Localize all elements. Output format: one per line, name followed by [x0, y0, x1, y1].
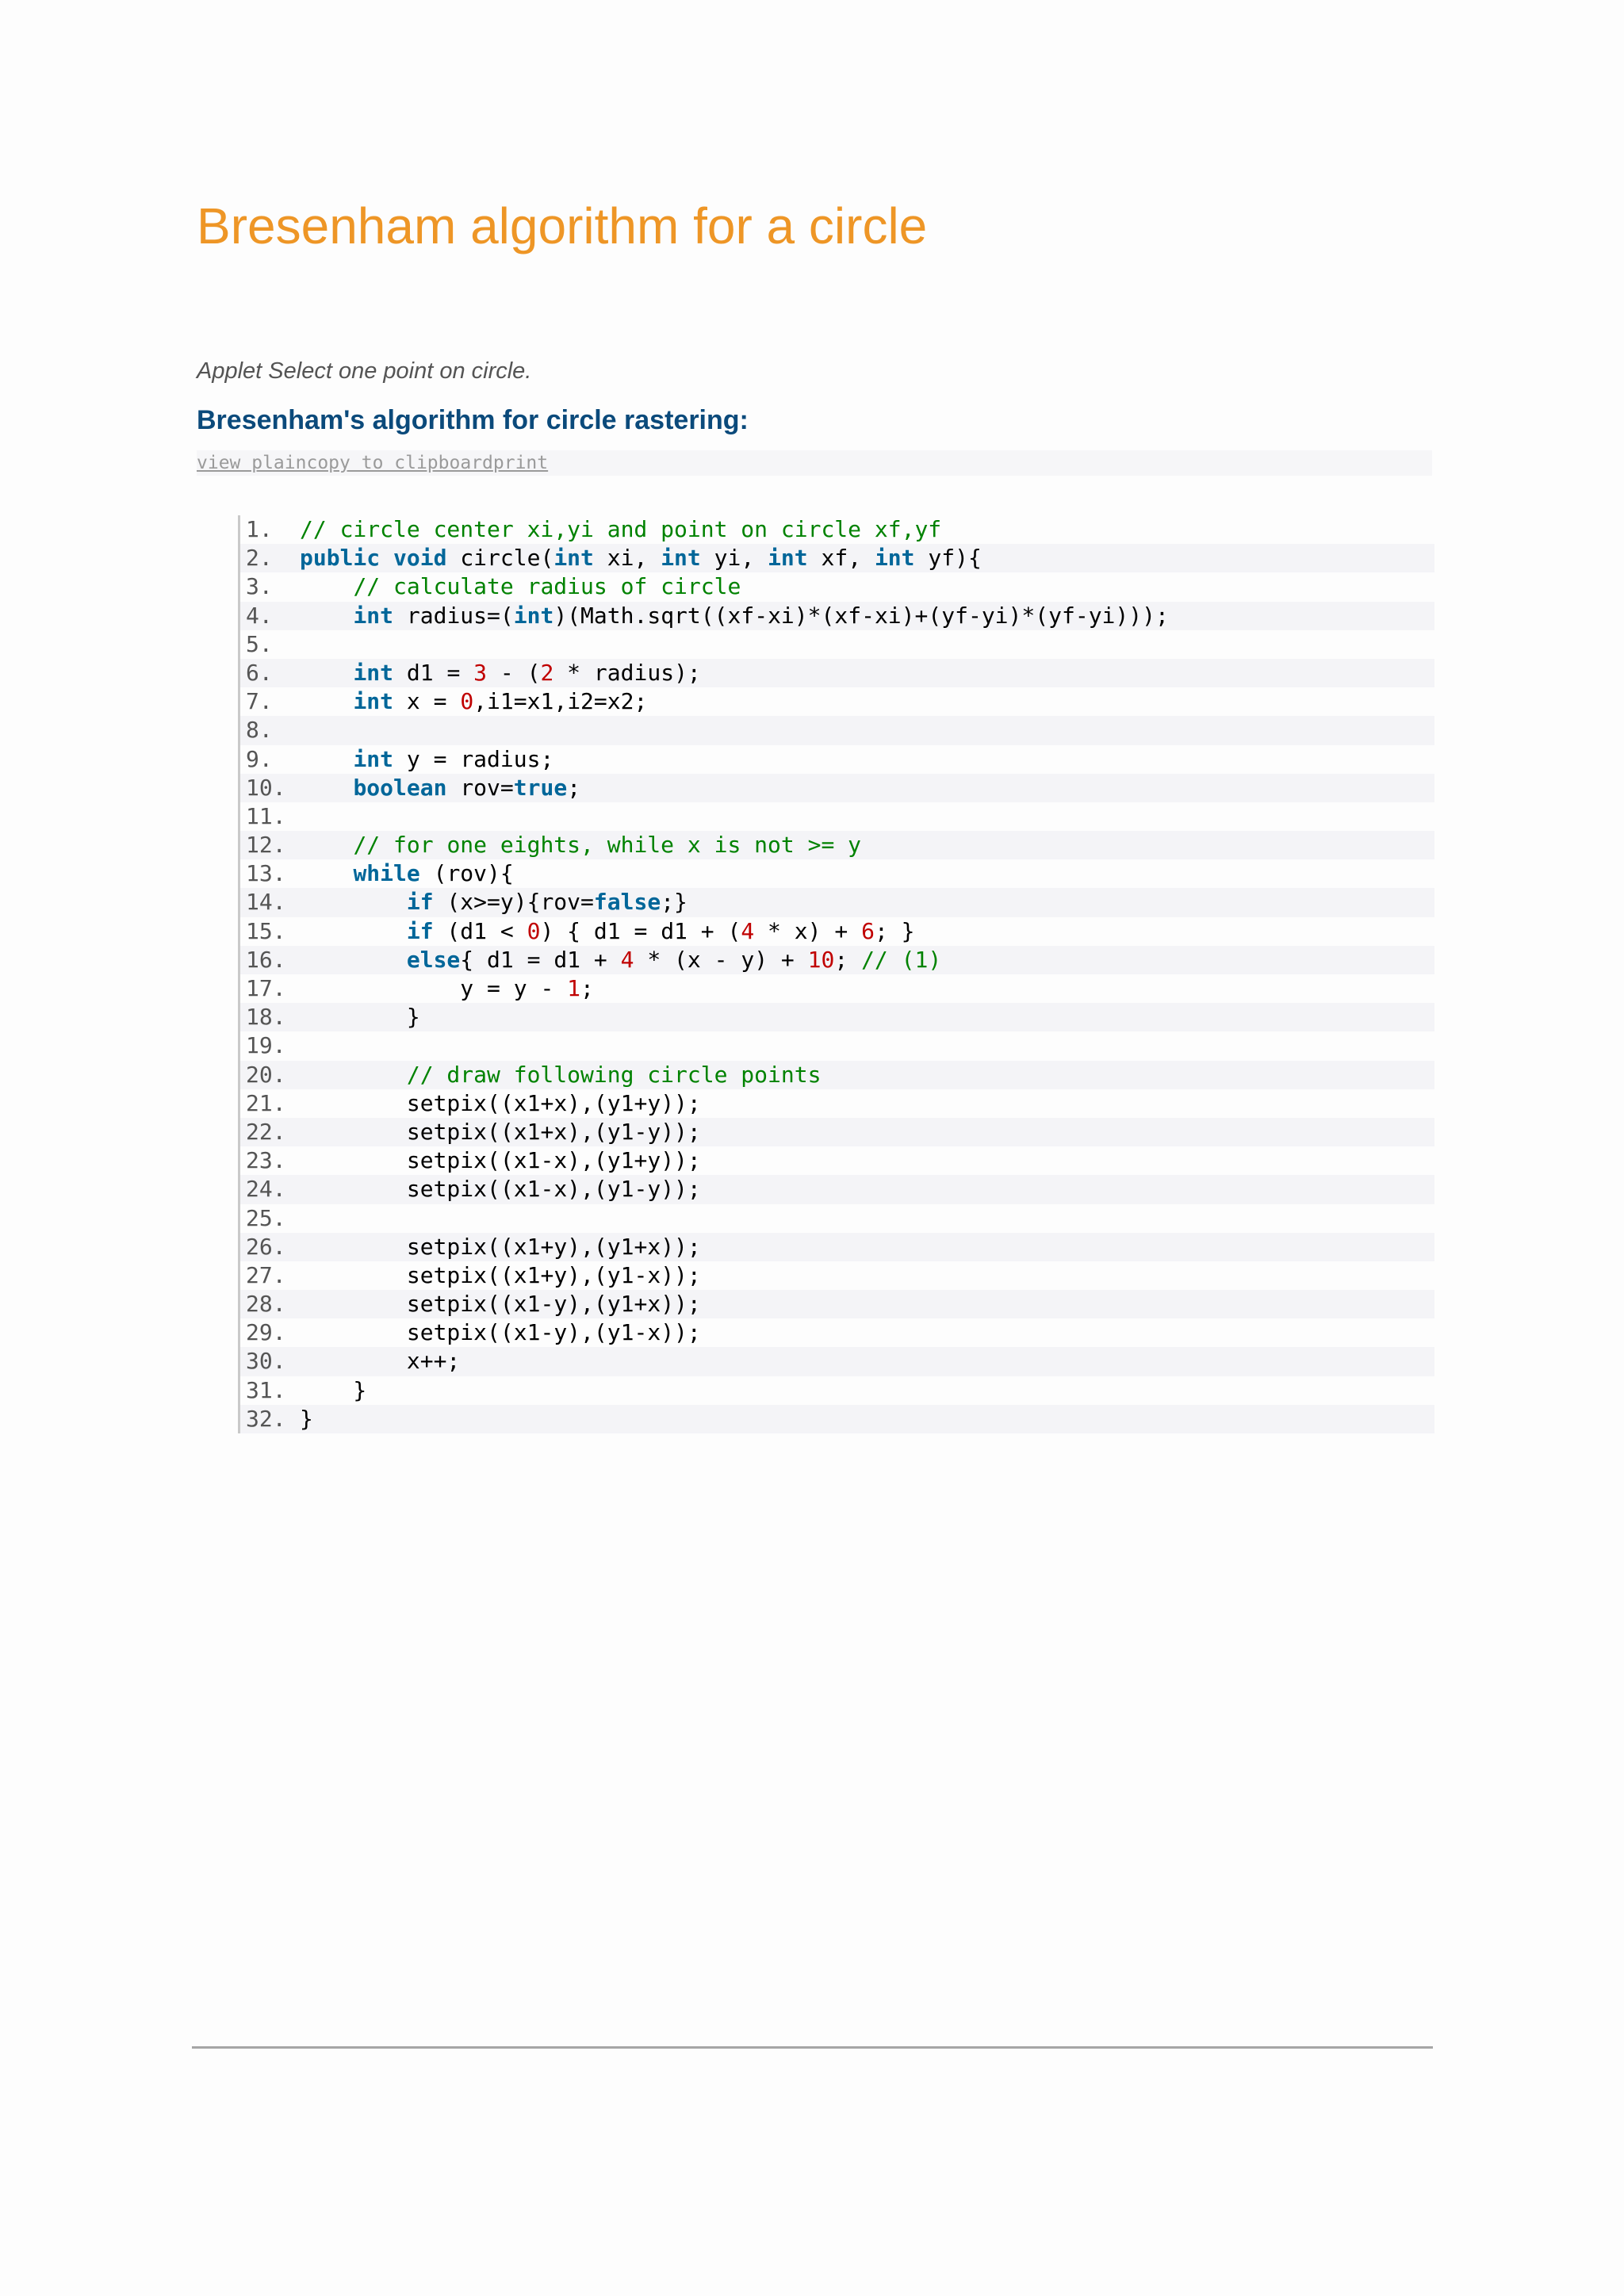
code-line — [240, 716, 1434, 744]
code-text: setpix((x1+x),(y1+y)); — [406, 1089, 701, 1116]
code-line — [240, 1003, 1434, 1031]
line-number: 18. — [246, 1004, 286, 1031]
code-line — [240, 1290, 1434, 1318]
code-text: // for one eights, while x is not >= y — [353, 832, 862, 859]
code-line — [240, 544, 1434, 572]
line-number: 4. — [246, 602, 273, 629]
line-number: 14. — [246, 889, 286, 916]
code-line — [240, 917, 1434, 946]
line-number: 24. — [246, 1176, 286, 1203]
line-number: 29. — [246, 1319, 286, 1346]
code-text: x++; — [406, 1348, 461, 1375]
line-number: 31. — [246, 1376, 286, 1403]
code-line — [240, 888, 1434, 916]
code-text: } — [300, 1405, 313, 1432]
line-number: 30. — [246, 1348, 286, 1375]
code-line — [240, 1118, 1434, 1146]
code-line — [240, 630, 1434, 659]
line-number: 5. — [246, 630, 273, 657]
line-number: 1. — [246, 516, 273, 542]
page-title: Bresenham algorithm for a circle — [197, 197, 928, 254]
code-text: while (rov){ — [353, 860, 514, 887]
footer-divider — [192, 2046, 1433, 2049]
code-toolbar — [197, 450, 1432, 476]
line-number: 10. — [246, 774, 286, 801]
code-line — [240, 802, 1434, 831]
code-text: if (x>=y){rov=false;} — [406, 889, 688, 916]
code-line — [240, 1405, 1434, 1433]
code-line — [240, 974, 1434, 1003]
code-line — [240, 831, 1434, 859]
code-text: setpix((x1-x),(y1-y)); — [406, 1176, 701, 1203]
code-text: } — [300, 1004, 420, 1031]
line-number: 19. — [246, 1032, 286, 1059]
code-line — [240, 515, 1434, 544]
code-line — [240, 1347, 1434, 1376]
line-number: 3. — [246, 573, 273, 600]
code-text: setpix((x1+x),(y1-y)); — [406, 1118, 701, 1145]
code-text: setpix((x1-x),(y1+y)); — [406, 1147, 701, 1174]
code-line — [240, 1089, 1434, 1118]
code-text: y = y - 1; — [460, 975, 594, 1001]
section-heading: Bresenham's algorithm for circle rastering: — [197, 405, 749, 435]
line-number: 25. — [246, 1204, 286, 1231]
line-number: 11. — [246, 802, 286, 829]
code-text: else{ d1 = d1 + 4 * (x - y) + 10; // (1) — [406, 946, 942, 973]
line-number: 17. — [246, 975, 286, 1001]
code-text: } — [300, 1376, 367, 1403]
view-plain-link[interactable]: view plain — [197, 453, 307, 473]
code-line — [240, 659, 1434, 687]
code-line — [240, 859, 1434, 888]
code-line — [240, 774, 1434, 802]
line-number: 28. — [246, 1291, 286, 1318]
code-line — [240, 687, 1434, 716]
code-line — [240, 1261, 1434, 1290]
line-number: 13. — [246, 860, 286, 887]
line-number: 7. — [246, 688, 273, 715]
line-number: 15. — [246, 917, 286, 944]
code-text — [300, 1031, 1434, 1060]
code-line — [240, 1061, 1434, 1089]
code-text — [300, 802, 1434, 831]
code-text: setpix((x1-y),(y1+x)); — [406, 1291, 701, 1318]
code-line — [240, 946, 1434, 974]
code-text: int d1 = 3 - (2 * radius); — [353, 659, 701, 686]
line-number: 9. — [246, 745, 273, 772]
code-text: // draw following circle points — [406, 1061, 822, 1088]
code-text: boolean rov=true; — [353, 774, 581, 801]
code-line — [240, 1175, 1434, 1203]
line-number: 20. — [246, 1061, 286, 1088]
code-text: setpix((x1+y),(y1+x)); — [406, 1233, 701, 1260]
code-line — [240, 745, 1434, 774]
code-line — [240, 1146, 1434, 1175]
code-text: int x = 0,i1=x1,i2=x2; — [353, 688, 648, 715]
line-number: 32. — [246, 1405, 286, 1432]
code-text: setpix((x1-y),(y1-x)); — [406, 1319, 701, 1346]
code-text: // calculate radius of circle — [353, 573, 741, 600]
line-number: 12. — [246, 832, 286, 859]
code-text — [300, 1204, 1434, 1233]
code-line — [240, 602, 1434, 630]
line-number: 6. — [246, 659, 273, 686]
code-text: public void circle(int xi, int yi, int xf, int yf){ — [300, 545, 982, 572]
line-number: 16. — [246, 946, 286, 973]
print-link[interactable]: print — [492, 453, 549, 473]
code-line — [240, 1318, 1434, 1347]
line-number: 2. — [246, 545, 273, 572]
line-number: 23. — [246, 1147, 286, 1174]
line-number: 26. — [246, 1233, 286, 1260]
code-line — [240, 1031, 1434, 1060]
code-text — [300, 630, 1434, 659]
code-text: // circle center xi,yi and point on circle xf,yf — [300, 516, 942, 542]
code-text: if (d1 < 0) { d1 = d1 + (4 * x) + 6; } — [406, 917, 915, 944]
copy-to-clipboard-link[interactable]: copy to clipboard — [306, 453, 493, 473]
code-text: int radius=(int)(Math.sqrt((xf-xi)*(xf-xi)+(yf-yi)*(yf-yi))); — [353, 602, 1169, 629]
code-block — [238, 515, 1434, 1433]
applet-intro-text: Applet Select one point on circle. — [197, 358, 532, 384]
code-line — [240, 1233, 1434, 1261]
code-line — [240, 572, 1434, 601]
code-text: int y = radius; — [353, 745, 554, 772]
code-line — [240, 1376, 1434, 1405]
line-number: 8. — [246, 717, 273, 744]
code-line — [240, 1204, 1434, 1233]
code-text: setpix((x1+y),(y1-x)); — [406, 1261, 701, 1288]
line-number: 27. — [246, 1261, 286, 1288]
line-number: 21. — [246, 1089, 286, 1116]
code-text — [300, 716, 1434, 744]
line-number: 22. — [246, 1118, 286, 1145]
